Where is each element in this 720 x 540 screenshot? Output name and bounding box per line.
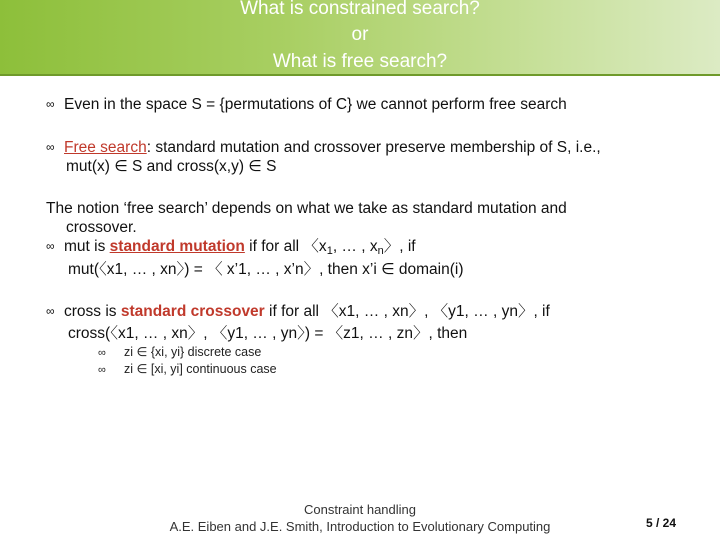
title-divider bbox=[0, 74, 720, 76]
bullet-text: Even in the space S = {permutations of C} we cannot perform free search bbox=[64, 96, 567, 113]
slide-title-line-1: What is constrained search? bbox=[240, 0, 480, 19]
mut-sub-1: 1 bbox=[326, 245, 333, 257]
mut-text-c: 〉, if bbox=[383, 238, 416, 255]
free-search-text: : standard mutation and crossover preserve membership of S, i.e., bbox=[146, 139, 601, 156]
footer-citation: A.E. Eiben and J.E. Smith, Introduction to Evolutionary Computing bbox=[169, 519, 551, 534]
mutation-formula-line: mut(〈x1, … , xn〉) = 〈 x’1, … , x’n〉, then x’i ∈ domain(i) bbox=[68, 261, 464, 278]
bullet-free-search-definition bbox=[46, 137, 601, 158]
sub-bullet-continuous bbox=[98, 361, 277, 379]
notion-line-1: The notion ‘free search’ depends on what we take as standard mutation and bbox=[46, 200, 567, 217]
bullet-icon: ∞ bbox=[46, 97, 55, 111]
bullet-icon: ∞ bbox=[46, 140, 55, 154]
mut-text-b: , … , x bbox=[332, 238, 378, 255]
cross-prefix: cross is bbox=[64, 303, 121, 320]
bullet-icon: ∞ bbox=[46, 239, 55, 253]
free-search-membership-line: mut(x) ∈ S and cross(x,y) ∈ S bbox=[66, 158, 277, 175]
bullet-free-search-space bbox=[46, 94, 567, 115]
mut-prefix: mut is bbox=[64, 238, 110, 255]
sub-bullet-text: zi ∈ {xi, yi} discrete case bbox=[124, 345, 262, 359]
free-search-term: Free search bbox=[64, 139, 147, 156]
bullet-standard-crossover bbox=[46, 301, 550, 322]
mut-text-a: if for all 〈x bbox=[244, 238, 327, 255]
page-number: 5 / 24 bbox=[646, 516, 677, 530]
standard-crossover-term: standard crossover bbox=[120, 303, 265, 320]
sub-bullet-discrete bbox=[98, 344, 261, 362]
slide-title-line-2: or bbox=[351, 24, 369, 45]
sub-bullet-icon: ∞ bbox=[98, 364, 106, 376]
cross-text: if for all 〈x1, … , xn〉, 〈y1, … , yn〉, if bbox=[264, 303, 550, 320]
sub-bullet-text: zi ∈ [xi, yi] continuous case bbox=[124, 362, 277, 376]
notion-line-2: crossover. bbox=[66, 219, 137, 236]
mut-sub-n: n bbox=[377, 245, 384, 257]
slide-title-line-3: What is free search? bbox=[272, 51, 448, 72]
bullet-icon: ∞ bbox=[46, 304, 55, 318]
standard-mutation-term: standard mutation bbox=[109, 238, 245, 255]
sub-bullet-icon: ∞ bbox=[98, 347, 106, 359]
crossover-formula-line: cross(〈x1, … , xn〉, 〈y1, … , yn〉) = 〈z1, … , zn〉, then bbox=[68, 325, 468, 342]
footer-topic: Constraint handling bbox=[303, 502, 417, 517]
